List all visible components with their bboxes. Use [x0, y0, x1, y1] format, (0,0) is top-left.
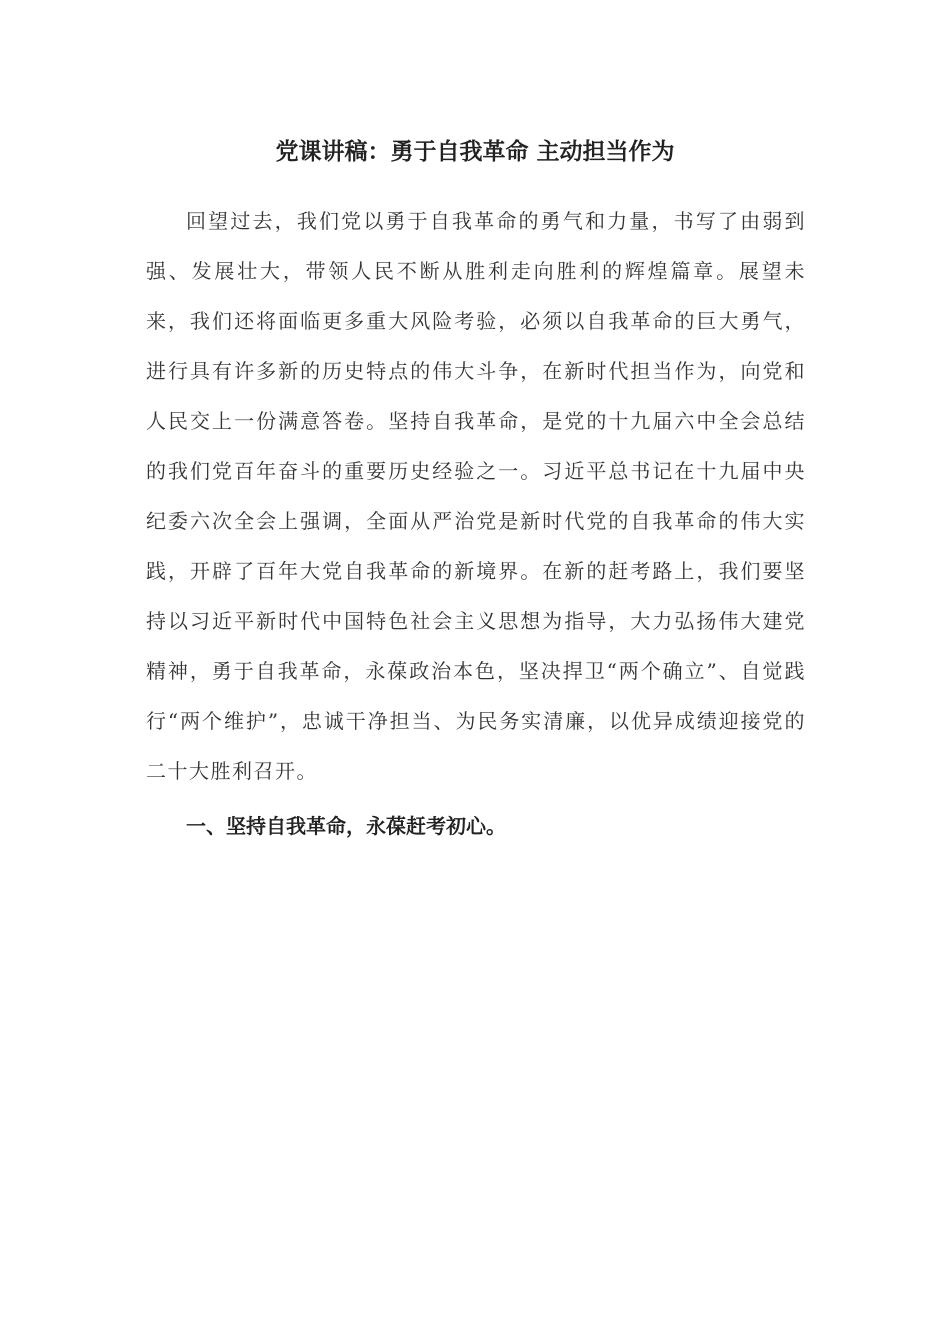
section-heading: 一、坚持自我革命，永葆赶考初心。	[186, 814, 506, 838]
body-paragraph: 回望过去，我们党以勇于自我革命的勇气和力量，书写了由弱到强、发展壮大，带领人民不断从胜利走向胜利的辉煌篇章。展望未来，我们还将面临更多重大风险考验，必须以自我革命的巨大勇气，进行具有许多新的历史特点的伟大斗争，在新时代担当作为，向党和人民交上一份满意答卷。坚持自我革命，是党的十九届六中全会总结的我们党百年奋斗的重要历史经验之一。习近平总书记在十九届中央纪委六次全会上强调，全面从严治党是新时代党的自我革命的伟大实践，开辟了百年大党自我革命的新境界。在新的赶考路上，我们要坚持以习近平新时代中国特色社会主义思想为指导，大力弘扬伟大建党精神，勇于自我革命，永葆政治本色，坚决捍卫“两个确立”、自觉践行“两个维护”，忠诚干净担当、为民务实清廉，以优异成绩迎接党的二十大胜利召开。	[146, 209, 806, 783]
document-title: 党课讲稿：勇于自我革命 主动担当作为	[275, 138, 675, 165]
